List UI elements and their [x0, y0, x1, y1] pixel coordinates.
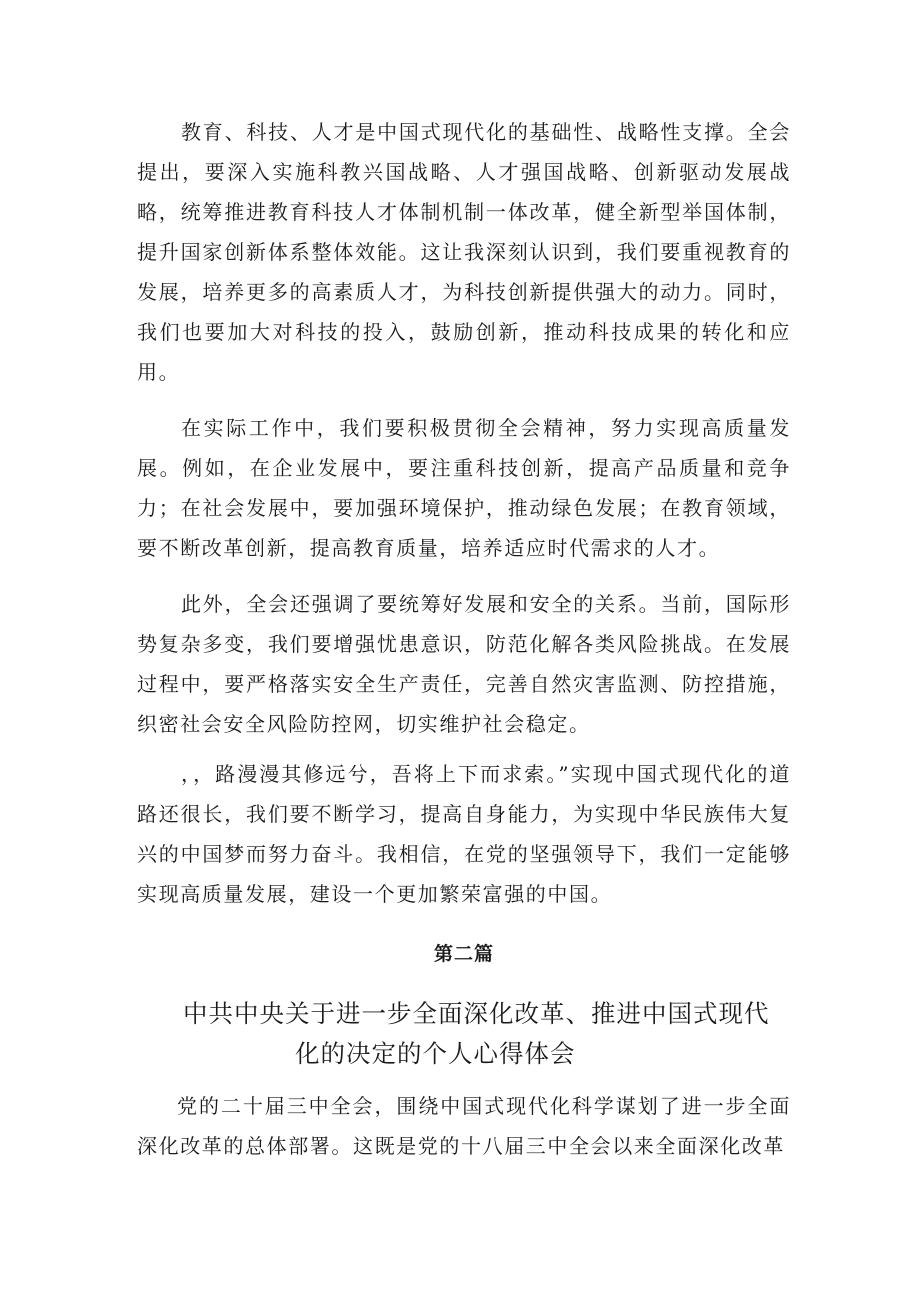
document-title-line-2: 化的决定的个人心得体会: [295, 1039, 576, 1068]
paragraph-third-plenum-intro: 党的二十届三中全会，围绕中国式现代化科学谋划了进一步全面深化改革的总体部署。这既是党的十八届三中全会以来全面深化改革: [137, 1094, 791, 1158]
paragraph-development-security: 此外，全会还强调了要统筹好发展和安全的关系。当前，国际形势复杂多变，我们要增强忧患意识，防范化解各类风险挑战。在发展过程中，要严格落实安全生产责任，完善自然灾害监测、防控措施，织密社会安全风险防控网，切实维护社会稳定。: [137, 592, 791, 736]
paragraph-long-road: ，，路漫漫其修远兮，吾将上下而求索。”实现中国式现代化的道路还很长，我们要不断学习，提高自身能力，为实现中华民族伟大复兴的中国梦而努力奋斗。我相信，在党的坚强领导下，我们一定能够实现高质量发展，建设一个更加繁荣富强的中国。: [137, 762, 791, 906]
paragraph-education-tech-talent: 教育、科技、人才是中国式现代化的基础性、战略性支撑。全会提出，要深入实施科教兴国战略、人才强国战略、创新驱动发展战略，统筹推进教育科技人才体制机制一体改革，健全新型举国体制，提升国家创新体系整体效能。这让我深刻认识到，我们要重视教育的发展，培养更多的高素质人才，为科技创新提供强大的动力。同时，我们也要加大对科技的投入，鼓励创新，推动科技成果的转化和应用。: [137, 120, 791, 384]
document-title: [137, 994, 791, 1074]
paragraph-practical-work: 在实际工作中，我们要积极贯彻全会精神，努力实现高质量发展。例如，在企业发展中，要注重科技创新，提高产品质量和竞争力；在社会发展中，要加强环境保护，推动绿色发展；在教育领域，要不断改革创新，提高教育质量，培养适应时代需求的人才。: [137, 416, 791, 560]
document-title-line-1: 中共中央关于进一步全面深化改革、推进中国式现代: [183, 999, 770, 1028]
section-label: 第二篇: [433, 943, 494, 965]
document-body: [137, 112, 791, 1166]
